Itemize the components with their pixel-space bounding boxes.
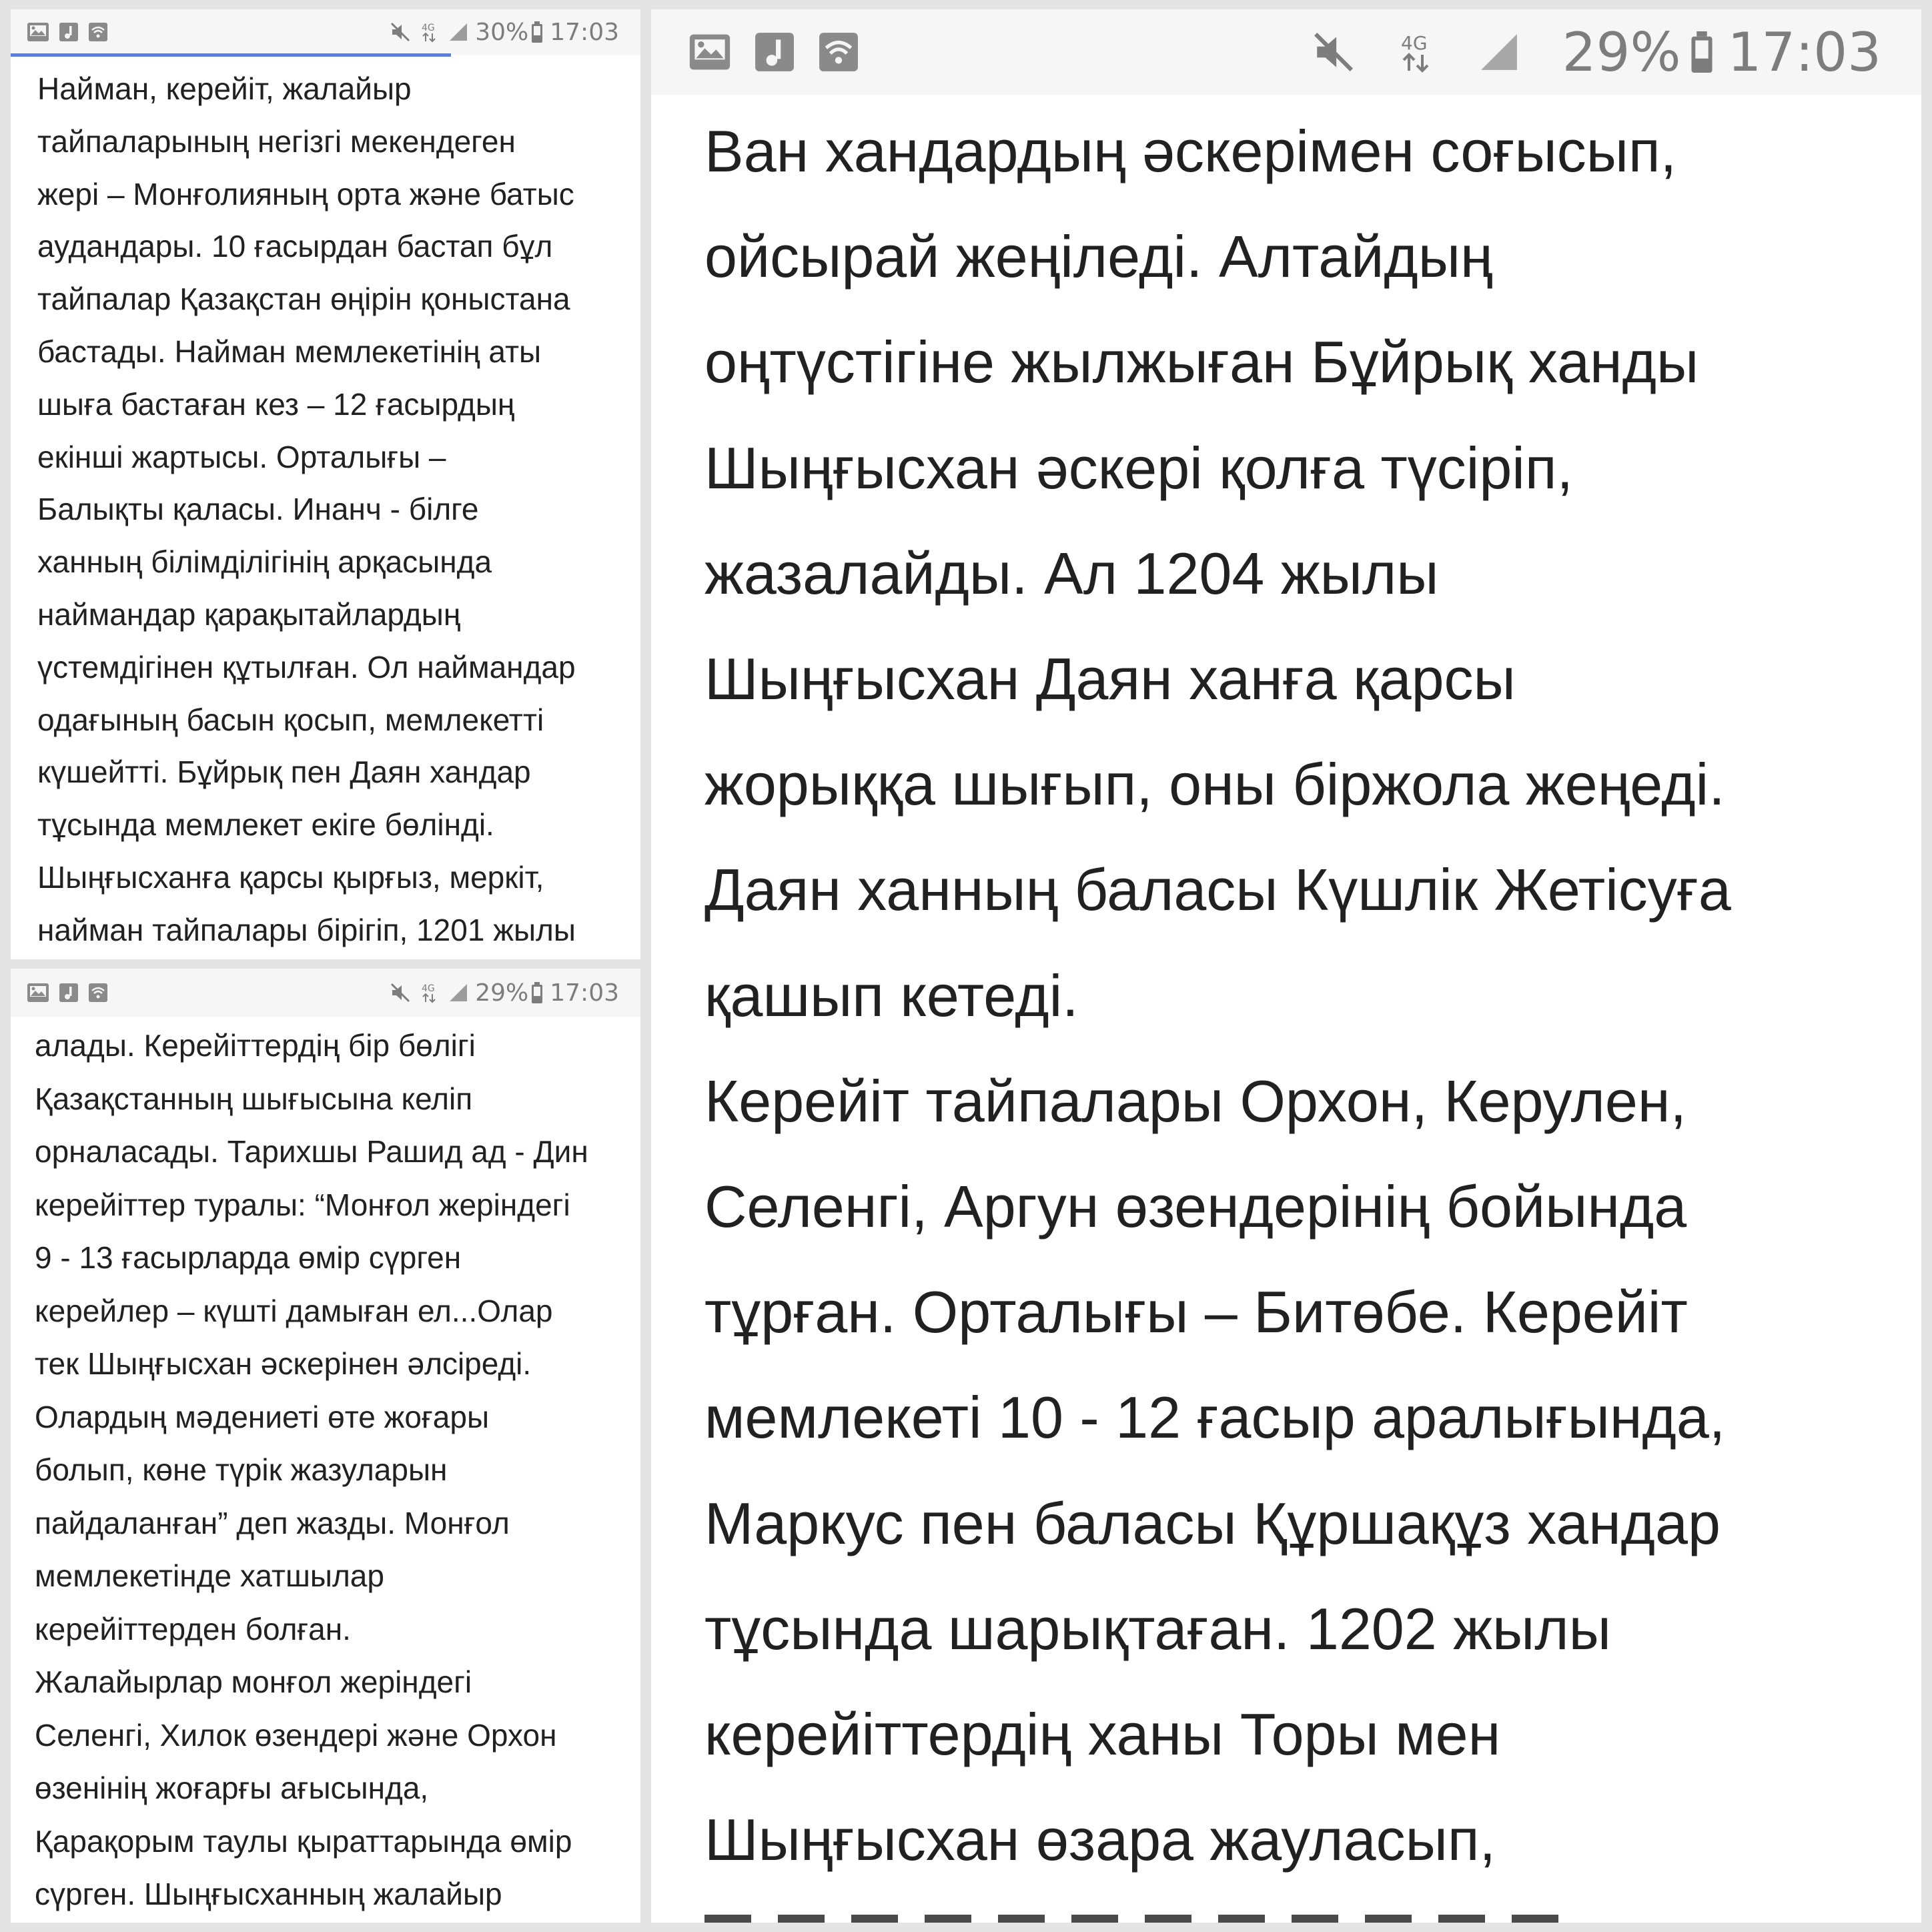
article-paragraph: алады. Керейіттердің бір бөлігі Қазақстанның шығысына келіп орналасады. Тарихшы Рашид ад - Дин керейіттер туралы: “Монғол жеріндегі 9 - 13 ғасырларда өмір сүрген керейлер – күшті дамыған ел...Олар тек Шыңғысхан әскерінен әлсіреді. Олардың мәдениеті өте жоғары болып, көне түрік жазуларын пайдаланған” деп жазды. Монғол мемлекетінде хатшылар керейіттерден болған. Жалайырлар монғол жеріндегі Селенгі, Хилок өзендері және Орхон өзенінің жоғарғы ағысында, Қарақорым таулы қыраттарында өмір сүрген. Шыңғысханның жалайыр	[35, 1028, 588, 1911]
gallery-icon	[27, 22, 49, 42]
svg-text:4G: 4G	[1400, 32, 1428, 54]
wifi-icon	[88, 22, 108, 42]
svg-text:4G: 4G	[422, 983, 435, 994]
gallery-icon	[688, 33, 731, 71]
clock: 17:03	[550, 979, 619, 1007]
mute-icon	[390, 21, 411, 43]
status-bar	[651, 9, 1921, 95]
signal-icon	[448, 22, 468, 42]
screenshot-panel-1	[11, 9, 640, 959]
battery-icon	[531, 21, 543, 43]
battery-percent: 30%	[475, 18, 529, 46]
battery-percent: 29%	[1562, 21, 1681, 83]
clipped-text-line	[704, 1915, 1572, 1923]
article-text	[11, 1019, 640, 1921]
screenshot-panel-2	[11, 969, 640, 1923]
article-text	[651, 99, 1921, 1893]
article-paragraph: Ван хандардың әскерімен соғысып, ойсырай жеңіледі. Алтайдың оңтүстігіне жылжыған Бұйрық ханды Шыңғысхан әскері қолға түсіріп, жазалайды. Ал 1204 жылы Шыңғысхан Даян ханға қарсы жорыққа шығып, оны біржола жеңеді. Даян ханның баласы Күшлік Жетісуға қашып кетеді. Керейіт тайпалары Орхон, Керулен, Селенгі, Аргун өзендерінің бойында тұрған. Орталығы – Битөбе. Керейіт мемлекеті 10 - 12 ғасыр аралығында, Маркус пен баласы Құршақұз хандар тұсында шарықтаған. 1202 жылы керейіттердің ханы Торы мен Шыңғысхан өзара жауласып,	[704, 118, 1731, 1873]
clock: 17:03	[1727, 21, 1881, 83]
music-icon	[59, 22, 79, 42]
page-load-progress	[11, 53, 451, 57]
status-bar	[11, 969, 640, 1017]
signal-icon	[1478, 31, 1520, 73]
battery-icon	[1690, 30, 1714, 74]
signal-icon	[448, 983, 468, 1003]
status-bar	[11, 9, 640, 55]
mute-icon	[390, 982, 411, 1003]
article-paragraph: Найман, керейіт, жалайыр тайпаларының негізгі мекендеген жері – Монғолияның орта және батыс аудандары. 10 ғасырдан бастап бұл тайпалар Қазақстан өңірін қоныстана бастады. Найман мемлекетінің аты шыға бастаған кез – 12 ғасырдың екінші жартысы. Орталығы – Балықты қаласы. Инанч - білге ханның білімділігінің арқасында наймандар қарақытайлардың үстемдігінен құтылған. Ол наймандар одағының басын қосып, мемлекетті күшейтті. Бұйрық пен Даян хандар тұсында мемлекет екіге бөлінді. Шыңғысханға қарсы қырғыз, меркіт, найман тайпалары бірігіп, 1201 жылы	[37, 71, 576, 947]
wifi-icon	[818, 31, 859, 73]
gallery-icon	[27, 983, 49, 1003]
mute-icon	[1312, 30, 1356, 74]
music-icon	[754, 31, 795, 73]
battery-percent: 29%	[475, 979, 529, 1007]
4g-icon	[420, 21, 439, 43]
battery-icon	[531, 981, 543, 1004]
svg-text:4G: 4G	[422, 23, 435, 33]
4g-icon	[1398, 30, 1436, 74]
wifi-icon	[88, 983, 108, 1003]
4g-icon	[420, 982, 439, 1003]
music-icon	[59, 983, 79, 1003]
clock: 17:03	[550, 18, 619, 46]
screenshot-panel-3	[651, 9, 1921, 1923]
article-text	[11, 63, 640, 957]
